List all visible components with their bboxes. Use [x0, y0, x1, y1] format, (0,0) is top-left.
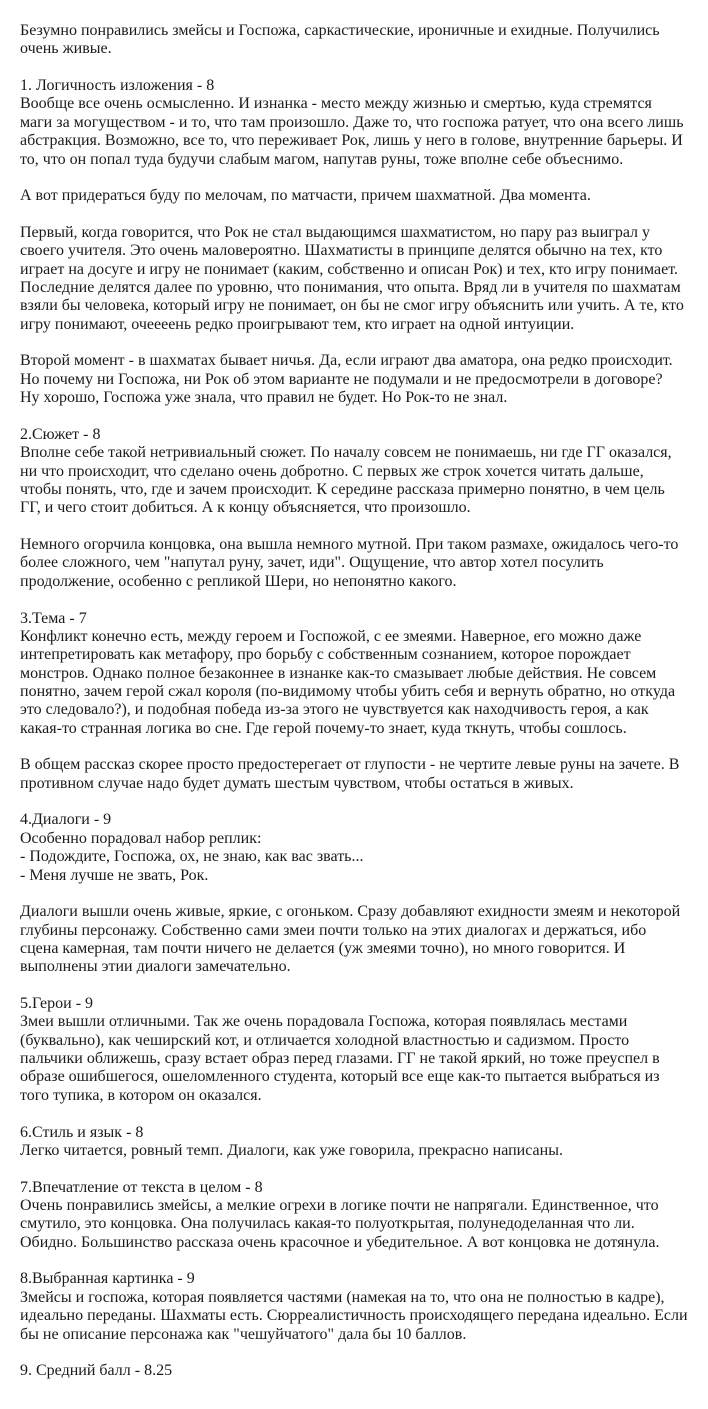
section-heading: 6.Стиль и язык - 8	[20, 1123, 144, 1141]
paragraph-intro	[20, 22, 700, 59]
text-line: Особенно порадовал набор реплик:	[20, 829, 262, 847]
text-line: выполнены этии диалоги замечательно.	[20, 958, 291, 976]
text-line: того тупика, в котором он оказался.	[20, 1086, 262, 1104]
paragraph-dialogues-detail	[20, 903, 700, 976]
section-heading: 9. Средний балл - 8.25	[20, 1362, 173, 1380]
section-heading: 1. Логичность изложения - 8	[20, 77, 215, 95]
paragraph-spacer	[20, 885, 700, 903]
text-line: то, что он попал туда будучи слабым магом, напутав руны, тоже вполне себе объеснимо.	[20, 150, 624, 168]
text-line: противном случае надо будет думать шестым чувством, чтобы остаться в живых.	[20, 774, 574, 792]
section-plot	[20, 426, 700, 518]
text-line: своего учителя. Это очень маловероятно. Шахматисты в принципе делятся обычно на тех, кто	[20, 242, 663, 260]
section-characters	[20, 995, 700, 1105]
text-line: какая-то странная логика во сне. Где герой почему-то знает, куда ткнуть, чтобы сошлось.	[20, 719, 627, 737]
section-style	[20, 1124, 700, 1161]
paragraph-spacer	[20, 977, 700, 995]
text-line: Безумно понравились змейсы и Госпожа, саркастические, ироничные и ехидные. Получились	[20, 22, 660, 39]
text-line: Последние делятся далее по уровню, что понимания, что опыта. Вряд ли в учителя по шахматам	[20, 279, 681, 297]
text-line: Обидно. Большинство рассказа очень красочное и убедительное. А вот концовка не дотянула.	[20, 1233, 660, 1251]
paragraph-spacer	[20, 334, 700, 352]
section-heading: 5.Герои - 9	[20, 995, 94, 1013]
text-line: бы не описание персонажа как "чешуйчатого" дала бы 10 баллов.	[20, 1325, 467, 1343]
text-line: Очень понравились змейсы, а мелкие огрехи в логике почти не напрягали. Единственное, что	[20, 1197, 659, 1214]
paragraph-nitpick-first	[20, 224, 700, 334]
text-line: Ну хорошо, Госпожа уже знала, что правил не будет. Но Рок-то не знал.	[20, 389, 508, 407]
text-line: Вполне себе такой нетривиальный сюжет. По началу совсем не понимаешь, ни где ГГ оказался,	[20, 444, 672, 462]
text-line: пальчики оближешь, сразу встает образ перед глазами. ГГ не такой яркий, но тоже преуспел в	[20, 1050, 660, 1068]
text-line: Первый, когда говорится, что Рок не стал выдающимся шахматистом, но пару раз выиграл у	[20, 223, 651, 241]
text-line: сцена камерная, там почти ничего не делается (уж змеями точно), но много говорится. И	[20, 939, 626, 957]
section-impression	[20, 1179, 700, 1252]
text-line: чтобы понять, что, где и зачем происходит. К середине рассказа примерно понятно, в чем цель	[20, 480, 665, 498]
paragraph-spacer	[20, 738, 700, 756]
section-heading: 7.Впечатление от текста в целом - 8	[20, 1178, 263, 1196]
paragraph-spacer	[20, 169, 700, 187]
paragraph-spacer	[20, 408, 700, 426]
section-theme	[20, 610, 700, 739]
text-line: Немного огорчила концовка, она вышла немного мутной. При таком размахе, ожидалось чего-то	[20, 536, 679, 554]
paragraph-spacer	[20, 1252, 700, 1270]
text-line: Легко читается, ровный темп. Диалоги, как уже говорила, прекрасно написаны.	[20, 1141, 563, 1159]
text-line: идеально переданы. Шахматы есть. Сюрреалистичность происходящего передана идеально. Если	[20, 1307, 688, 1325]
text-line: образе ошибшегося, ошеломленного студента, который все еще как-то пытается выбраться из	[20, 1068, 660, 1086]
review-document	[20, 22, 700, 1381]
paragraph-plot-ending	[20, 536, 700, 591]
text-line: это следовало?), и подобная победа из-за этого не чувствуется как находчивость героя, а как	[20, 701, 649, 719]
paragraph-spacer	[20, 1105, 700, 1123]
text-line: Змейсы и госпожа, которая появляется частями (намекая на то, что она не полностью в кадре),	[20, 1288, 665, 1306]
text-line: - Меня лучше не звать, Рок.	[20, 866, 209, 884]
text-line: глубины персонажу. Собственно сами змеи почти только на этих диалогах и держаться, ибо	[20, 921, 647, 939]
section-dialogues	[20, 811, 700, 884]
paragraph-theme-summary	[20, 756, 700, 793]
text-line: игру понимают, очеееень редко проигрывают тем, кто играет на одной интуиции.	[20, 315, 575, 333]
text-line: монстров. Однако полное безаконнее в изнанке как-то смазывает любые действия. Не совсем	[20, 664, 657, 682]
text-line: (буквально), как чеширский кот, и отличается холодной властностью и садизмом. Просто	[20, 1031, 630, 1049]
text-line: Второй момент - в шахматах бывает ничья. Да, если играют два аматора, она редко происходит.	[20, 352, 673, 370]
section-picture	[20, 1270, 700, 1343]
paragraph-nitpick-intro	[20, 187, 700, 205]
text-line: Но почему ни Госпожа, ни Рок об этом варианте не подумали и не предосмотрели в договоре?	[20, 370, 663, 388]
paragraph-spacer	[20, 591, 700, 609]
text-line: более сложного, чем "напутал руну, зачет, иди". Ощущение, что автор хотел посулить	[20, 554, 604, 572]
paragraph-spacer	[20, 1344, 700, 1362]
section-heading: 3.Тема - 7	[20, 609, 87, 627]
text-line: В общем рассказ скорее просто предостерегает от глупости - не чертите левые руны на зачете. В	[20, 756, 680, 774]
paragraph-nitpick-second	[20, 352, 700, 407]
text-line: понятно, зачем герой сжал короля (по-видимому чтобы убить себя и вернуть обратно, но откуда	[20, 682, 676, 700]
text-line: ГГ, и чего стоит добиться. А к концу объясняется, что произошло.	[20, 499, 471, 517]
text-line: Конфликт конечно есть, между героем и Госпожой, с ее змеями. Наверное, его можно даже	[20, 627, 642, 645]
section-average	[20, 1362, 700, 1380]
text-line: играет на досуге и игру не понимает (каким, собственно и описан Рок) и тех, кто игру понимает.	[20, 260, 678, 278]
section-heading: 4.Диалоги - 9	[20, 811, 112, 829]
text-line: смутило, это концовка. Она получилась какая-то полуоткрытая, полунедоделанная что ли.	[20, 1215, 635, 1233]
text-line: Диалоги вышли очень живые, яркие, с огоньком. Сразу добавляют ехидности змеям и некоторой	[20, 903, 681, 921]
text-line: продолжение, особенно с репликой Шери, но непонятно какого.	[20, 572, 457, 590]
text-line: абстракция. Возможно, все то, что переживает Рок, лишь у него в голове, внутренние барьеры. И	[20, 132, 683, 150]
text-line: интепретировать как метафору, про борьбу с собственным сознанием, которое порождает	[20, 646, 631, 664]
paragraph-spacer	[20, 206, 700, 224]
section-heading: 8.Выбранная картинка - 9	[20, 1270, 195, 1288]
text-line: Змеи вышли отличными. Так же очень порадовала Госпожа, которая появлялась местами	[20, 1013, 628, 1031]
text-line: Вообще все очень осмысленно. И изнанка - место между жизнью и смертью, куда стремятся	[20, 95, 652, 113]
paragraph-spacer	[20, 793, 700, 811]
paragraph-spacer	[20, 518, 700, 536]
text-line: - Подождите, Госпожа, ох, не знаю, как вас звать...	[20, 848, 364, 866]
section-heading: 2.Сюжет - 8	[20, 425, 101, 443]
paragraph-spacer	[20, 1160, 700, 1178]
text-line: взяли бы человека, который игру не понимает, он бы не смог игру объяснить или учить. А те, кто	[20, 297, 684, 315]
text-line: маги за могуществом - и то, что там произошло. Даже то, что госпожа ратует, что она всего лишь	[20, 113, 684, 131]
text-line: очень живые.	[20, 40, 112, 58]
text-line: ни что происходит, что сделано очень добротно. С первых же строк хочется читать дальше,	[20, 462, 644, 480]
text-line: А вот придераться буду по мелочам, по матчасти, причем шахматной. Два момента.	[20, 187, 591, 205]
section-logic	[20, 77, 700, 169]
paragraph-spacer	[20, 59, 700, 77]
